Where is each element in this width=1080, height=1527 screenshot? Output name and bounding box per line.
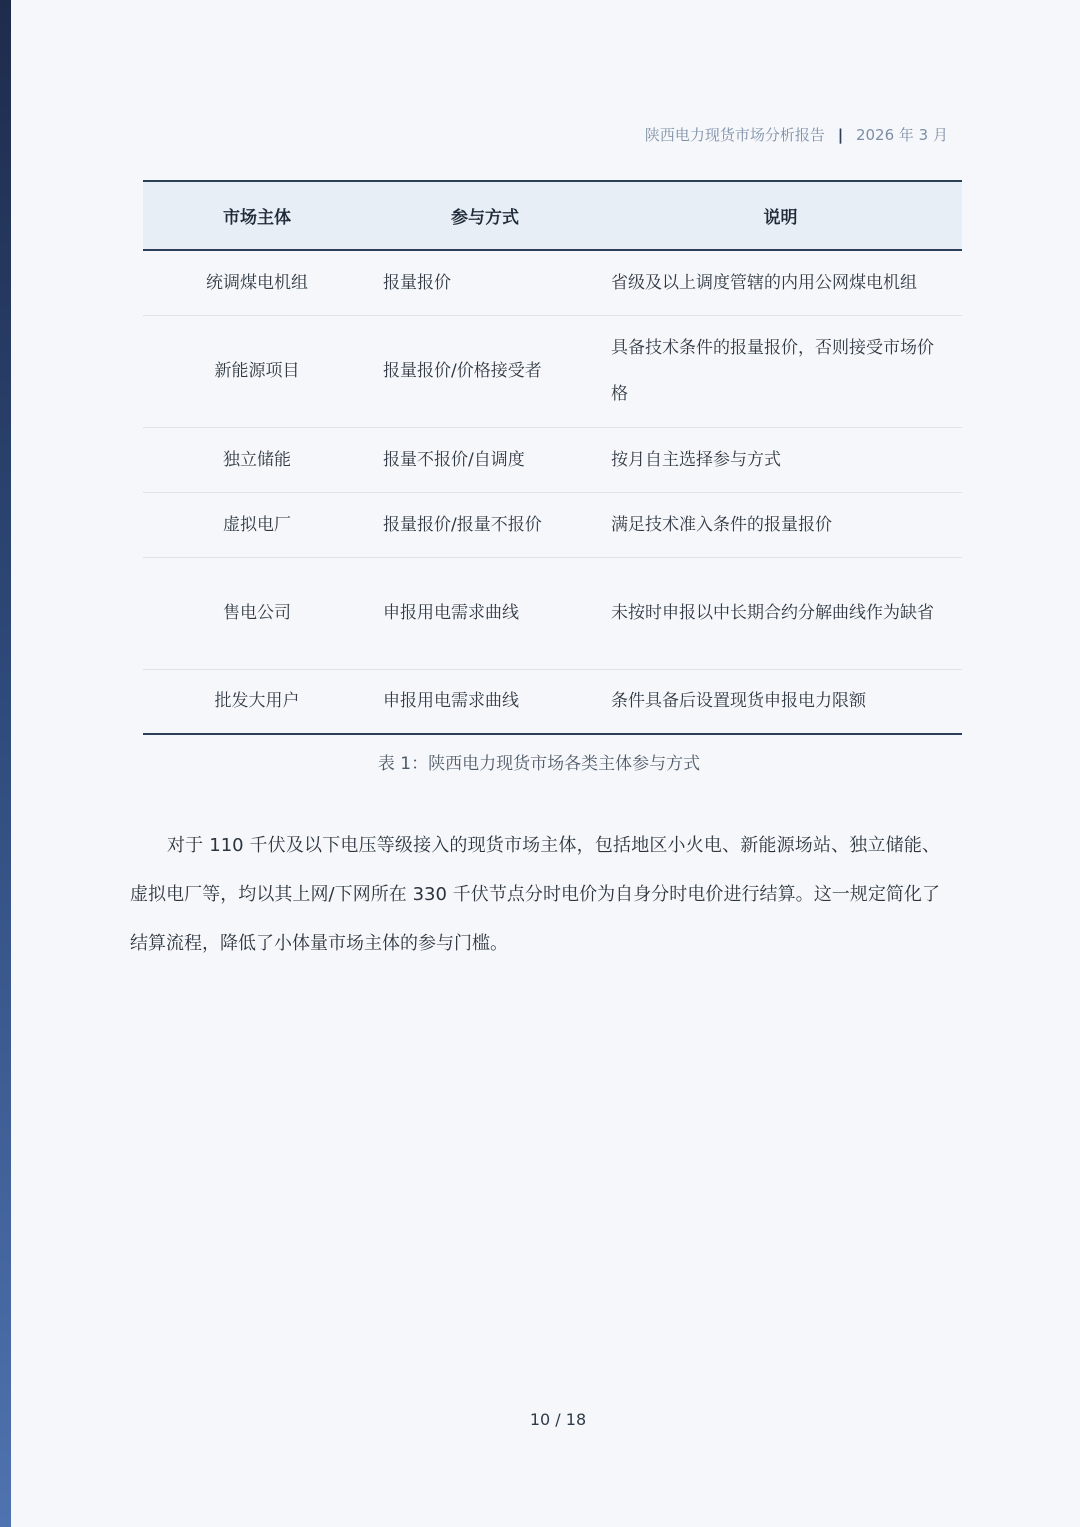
cell-description: 未按时申报以中长期合约分解曲线作为缺省: [599, 557, 962, 669]
table-row: [143, 250, 962, 315]
cell-description: 条件具备后设置现货申报电力限额: [599, 669, 962, 734]
report-date: 2026 年 3 月: [855, 126, 948, 144]
table-body: [143, 250, 962, 734]
column-header-entity: 市场主体: [143, 181, 371, 250]
table-caption: 表 1：陕西电力现货市场各类主体参与方式: [377, 754, 701, 774]
table-row: [143, 557, 962, 669]
table-row: [143, 492, 962, 557]
body-paragraph: 对于 110 千伏及以下电压等级接入的现货市场主体，包括地区小火电、新能源场站、独立储能、虚拟电厂等，均以其上网/下网所在 330 千伏节点分时电价为自身分时电价进行结算。这一规定简化了结算流程，降低了小体量市场主体的参与门槛。: [130, 835, 940, 954]
cell-method: 申报用电需求曲线: [371, 557, 599, 669]
cell-description: 满足技术准入条件的报量报价: [599, 492, 962, 557]
cell-entity: 独立储能: [143, 427, 371, 492]
table-row: [143, 315, 962, 427]
table-header: [143, 181, 962, 250]
cell-method: 申报用电需求曲线: [371, 669, 599, 734]
cell-description: 按月自主选择参与方式: [599, 427, 962, 492]
cell-method: 报量报价/价格接受者: [371, 315, 599, 427]
cell-description: 具备技术条件的报量报价，否则接受市场价格: [599, 315, 962, 427]
cell-method: 报量不报价/自调度: [371, 427, 599, 492]
cell-entity: 售电公司: [143, 557, 371, 669]
cell-entity: 虚拟电厂: [143, 492, 371, 557]
column-header-description: 说明: [599, 181, 962, 250]
table-row: [143, 669, 962, 734]
column-header-method: 参与方式: [371, 181, 599, 250]
page-number: 10 / 18: [529, 1410, 587, 1429]
cell-entity: 批发大用户: [143, 669, 371, 734]
cell-entity: 统调煤电机组: [143, 250, 371, 315]
side-accent-bar: [0, 0, 11, 1527]
cell-method: 报量报价/报量不报价: [371, 492, 599, 557]
participation-table: [143, 180, 962, 735]
cell-entity: 新能源项目: [143, 315, 371, 427]
table-row: [143, 427, 962, 492]
report-title: 陕西电力现货市场分析报告: [644, 126, 825, 144]
cell-description: 省级及以上调度管辖的内用公网煤电机组: [599, 250, 962, 315]
header-separator: |: [837, 126, 844, 144]
cell-method: 报量报价: [371, 250, 599, 315]
participation-table-container: [143, 180, 962, 735]
running-header: [645, 124, 948, 145]
